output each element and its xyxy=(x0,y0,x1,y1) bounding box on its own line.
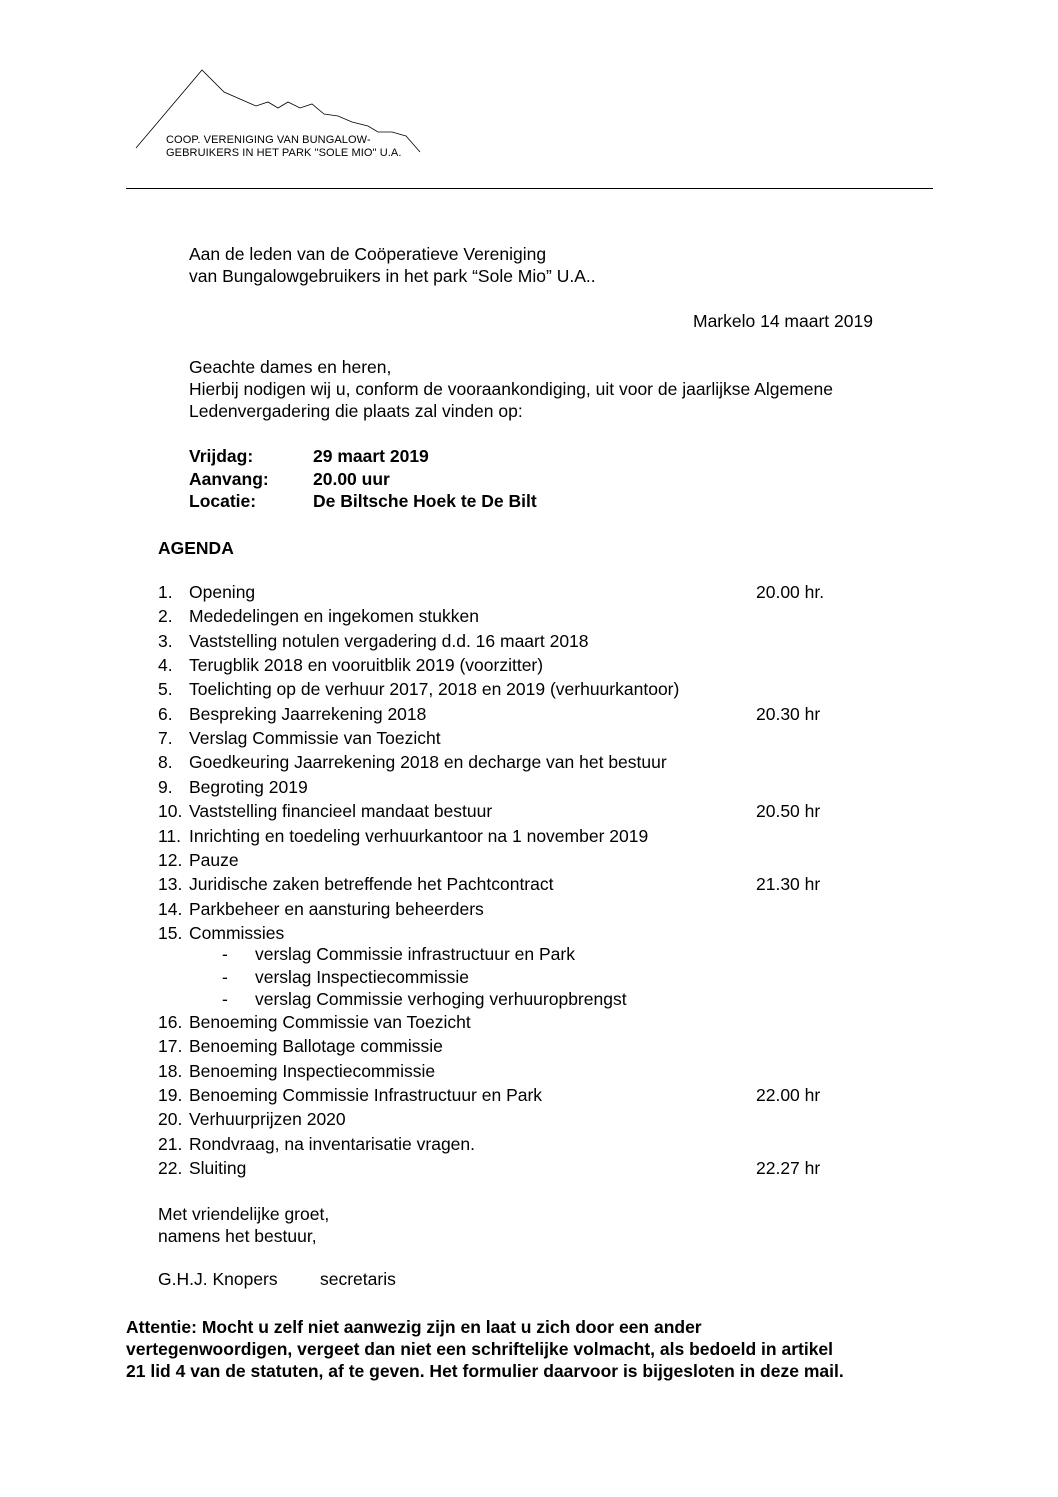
logo-text xyxy=(166,134,402,160)
agenda-item xyxy=(158,1034,858,1058)
agenda-item xyxy=(158,604,858,628)
agenda-item xyxy=(158,775,858,799)
subitem-dash: - xyxy=(222,944,228,964)
agenda-item-text: Sluiting xyxy=(189,1158,247,1179)
agenda-item xyxy=(158,1132,858,1156)
agenda-item-number: 11. xyxy=(158,825,182,846)
agenda-item-text: Mededelingen en ingekomen stukken xyxy=(189,606,479,627)
agenda-item-time: 20.00 hr. xyxy=(756,582,825,602)
agenda-item xyxy=(158,629,858,653)
agenda-item-number: 12. xyxy=(158,849,183,870)
header-divider xyxy=(126,188,933,189)
address-block xyxy=(189,243,596,287)
agenda-item-number: 7. xyxy=(158,728,173,749)
logo-line-2: GEBRUIKERS IN HET PARK "SOLE MIO" U.A. xyxy=(166,147,402,159)
agenda-item-number: 3. xyxy=(158,630,173,651)
agenda-item xyxy=(158,1083,858,1107)
agenda-item xyxy=(158,872,858,896)
agenda-item-text: Opening xyxy=(189,582,256,602)
logo-line-1: COOP. VERENIGING VAN BUNGALOW- xyxy=(166,134,371,146)
agenda-item-text: Bespreking Jaarrekening 2018 xyxy=(189,703,427,724)
agenda-item-number: 19. xyxy=(158,1085,183,1106)
agenda-item-number: 10. xyxy=(158,801,183,822)
agenda-item xyxy=(158,848,858,872)
agenda-item-text: Benoeming Ballotage commissie xyxy=(189,1036,443,1057)
agenda-item-time: 22.27 hr xyxy=(756,1158,821,1179)
agenda-item-number: 22. xyxy=(158,1158,183,1179)
meeting-label: Aanvang: xyxy=(189,469,269,489)
agenda-item-number: 13. xyxy=(158,874,183,895)
agenda-title: AGENDA xyxy=(158,538,234,558)
salutation: Geachte dames en heren, xyxy=(189,357,392,377)
meeting-value: 20.00 uur xyxy=(313,469,390,489)
agenda-item-number: 9. xyxy=(158,776,173,797)
agenda-item-text: Commissies xyxy=(189,922,285,943)
agenda-item-number: 4. xyxy=(158,655,173,676)
closing-greeting: Met vriendelijke groet, xyxy=(158,1204,330,1224)
attention-line-1: Attentie: Mocht u zelf niet aanwezig zijn en laat u zich door een ander xyxy=(126,1317,702,1337)
agenda-item xyxy=(158,824,858,848)
agenda-item-text: Rondvraag, na inventarisatie vragen. xyxy=(189,1133,476,1154)
meeting-value: De Biltsche Hoek te De Bilt xyxy=(313,491,537,511)
agenda-item xyxy=(158,750,858,774)
attention-notice xyxy=(126,1316,936,1382)
agenda-item xyxy=(158,677,858,701)
meeting-value: 29 maart 2019 xyxy=(313,446,429,466)
subitem-dash: - xyxy=(222,966,228,987)
agenda-item xyxy=(158,799,858,823)
agenda-item-text: Verhuurprijzen 2020 xyxy=(189,1109,346,1130)
agenda-item xyxy=(158,897,858,921)
agenda-item xyxy=(158,653,858,677)
signatory-name: G.H.J. Knopers xyxy=(158,1269,278,1289)
agenda-item xyxy=(158,921,858,945)
agenda-item-number: 17. xyxy=(158,1036,183,1057)
agenda-item xyxy=(158,726,858,750)
agenda-item-number: 1. xyxy=(158,582,173,602)
agenda-item-text: Parkbeheer en aansturing beheerders xyxy=(189,898,484,919)
agenda-item-number: 5. xyxy=(158,679,173,700)
attention-line-3: 21 lid 4 van de statuten, af te geven. Het formulier daarvoor is bijgesloten in deze mail. xyxy=(126,1361,844,1381)
agenda-item xyxy=(158,702,858,726)
agenda-item-text: Vaststelling notulen vergadering d.d. 16 maart 2018 xyxy=(189,630,589,651)
subitem-text: verslag Commissie infrastructuur en Park xyxy=(255,944,575,964)
agenda-item-number: 6. xyxy=(158,703,173,724)
agenda-item-number: 18. xyxy=(158,1060,183,1081)
agenda-item-number: 21. xyxy=(158,1133,183,1154)
address-line-1: Aan de leden van de Coöperatieve Vereniging xyxy=(189,244,547,264)
agenda-item-time: 20.30 hr xyxy=(756,703,821,724)
agenda-item-number: 20. xyxy=(158,1109,183,1130)
meeting-label: Locatie: xyxy=(189,491,257,511)
agenda-item-text: Vaststelling financieel mandaat bestuur xyxy=(189,801,493,822)
subitem-text: verslag Inspectiecommissie xyxy=(255,966,469,987)
agenda-item-text: Benoeming Commissie van Toezicht xyxy=(189,1012,471,1032)
agenda-item-text: Toelichting op de verhuur 2017, 2018 en 2019 (verhuurkantoor) xyxy=(189,679,680,700)
agenda-item xyxy=(158,1010,858,1034)
agenda-item-number: 14. xyxy=(158,898,183,919)
agenda-item-text: Begroting 2019 xyxy=(189,776,308,797)
subitem-text: verslag Commissie verhoging verhuuropbrengst xyxy=(255,989,627,1009)
agenda-item-text: Pauze xyxy=(189,849,239,870)
agenda-item xyxy=(158,580,858,604)
agenda-item-text: Benoeming Commissie Infrastructuur en Park xyxy=(189,1085,543,1106)
agenda-item-text: Goedkeuring Jaarrekening 2018 en decharge van het bestuur xyxy=(189,752,667,773)
closing-on-behalf: namens het bestuur, xyxy=(158,1226,317,1246)
agenda-item-time: 22.00 hr xyxy=(756,1085,821,1106)
agenda-item-time: 21.30 hr xyxy=(756,874,821,895)
intro-line-2: Ledenvergadering die plaats zal vinden op: xyxy=(189,401,523,421)
agenda-item-text: Juridische zaken betreffende het Pachtcontract xyxy=(189,874,554,895)
agenda-item-text: Verslag Commissie van Toezicht xyxy=(189,728,441,749)
intro-block xyxy=(189,356,833,422)
subitem-dash: - xyxy=(222,989,228,1009)
place-date: Markelo 14 maart 2019 xyxy=(693,311,873,331)
agenda-item-time: 20.50 hr xyxy=(756,801,821,822)
logo xyxy=(130,62,430,162)
agenda-item-number: 16. xyxy=(158,1012,183,1032)
agenda-item-number: 15. xyxy=(158,922,183,943)
agenda-item-text: Terugblik 2018 en vooruitblik 2019 (voorzitter) xyxy=(189,655,544,676)
agenda-item-number: 8. xyxy=(158,752,173,773)
agenda-item-number: 2. xyxy=(158,606,173,627)
address-line-2: van Bungalowgebruikers in het park “Sole Mio” U.A.. xyxy=(189,266,596,286)
intro-line-1: Hierbij nodigen wij u, conform de vooraankondiging, uit voor de jaarlijkse Algemene xyxy=(189,379,833,399)
meeting-label: Vrijdag: xyxy=(189,446,254,466)
agenda-item xyxy=(158,1059,858,1083)
attention-line-2: vertegenwoordigen, vergeet dan niet een schriftelijke volmacht, als bedoeld in artikel xyxy=(126,1339,834,1359)
signatory-role: secretaris xyxy=(320,1269,396,1289)
closing-block xyxy=(158,1203,329,1247)
agenda-item xyxy=(158,1107,858,1131)
agenda-item xyxy=(158,1156,858,1180)
agenda-item-text: Inrichting en toedeling verhuurkantoor na 1 november 2019 xyxy=(189,825,649,846)
agenda-item-text: Benoeming Inspectiecommissie xyxy=(189,1060,436,1081)
